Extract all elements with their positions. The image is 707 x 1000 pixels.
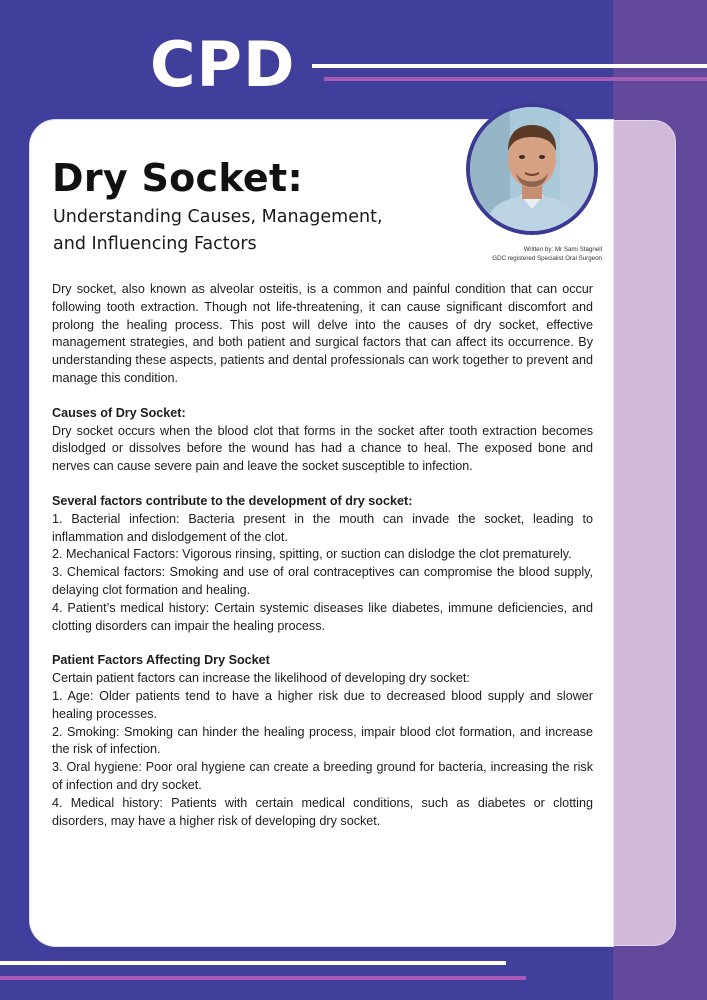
factors-item: 2. Mechanical Factors: Vigorous rinsing, spitting, or suction can dislodge the clot prematurely. [52,547,572,562]
article-subtitle-line-1: Understanding Causes, Management, [53,207,383,227]
footer-divider-white [0,961,506,965]
author-portrait-icon [470,107,594,231]
footer-divider-pink [0,976,526,980]
patient-factors-item: 4. Medical history: Patients with certain medical conditions, such as diabetes or clotting disorders, may have a higher risk of developing dry socket. [52,795,593,828]
factors-heading: Several factors contribute to the development of dry socket: [52,493,413,508]
causes-heading: Causes of Dry Socket: [52,405,186,420]
factors-item: 1. Bacterial infection: Bacteria present in the mouth can invade the socket, leading to inflammation and dislodgement of the clot. [52,511,593,544]
author-byline [420,245,602,263]
factors-item: 3. Chemical factors: Smoking and use of oral contraceptives can compromise the blood supply, delaying clot formation and healing. [52,565,593,597]
patient-factors-heading: Patient Factors Affecting Dry Socket [52,653,270,668]
intro-paragraph: Dry socket, also known as alveolar osteitis, is a common and painful condition that can occur following tooth extraction. Though not life-threatening, it can cause significant discomfort and prolong the healing process. This post will delve into the causes of dry socket, effective management strategies, and both patient and surgical factors that can affect its occurrence. By understanding these aspects, patients and dental professionals can work together to prevent and manage this condition. [52,282,593,385]
factors-item: 4. Patient’s medical history: Certain systemic diseases like diabetes, immune deficiencies, and clotting disorders can impair the healing process. [52,600,593,633]
article-title: Dry Socket: [52,156,303,200]
patient-factors-item: 2. Smoking: Smoking can hinder the healing process, impair blood clot formation, and increase the risk of infection. [52,724,593,757]
cpd-title: CPD [150,28,296,101]
article-subtitle [53,204,433,258]
patient-factors-item: 3. Oral hygiene: Poor oral hygiene can create a breeding ground for bacteria, increasing the risk of infection and dry socket. [52,760,593,792]
article-body [52,281,593,830]
header-divider-pink [324,77,707,81]
patient-factors-intro: Certain patient factors can increase the likelihood of developing dry socket: [52,671,470,686]
patient-factors-item: 1. Age: Older patients tend to have a higher risk due to decreased blood supply and slower healing processes. [52,688,593,721]
author-photo [466,103,598,235]
causes-paragraph: Dry socket occurs when the blood clot that forms in the socket after tooth extraction becomes dislodged or dissolves before the wound has had a chance to heal. The exposed bone and nerves can cause severe pain and leave the socket susceptible to infection. [52,423,593,474]
author-credential: GDC registered Specialist Oral Surgeon [492,255,602,262]
article-subtitle-line-2: and Influencing Factors [53,234,257,254]
header-divider-white [312,64,707,68]
author-written-by: Written by: Mr Sami Stagnell [523,246,602,253]
